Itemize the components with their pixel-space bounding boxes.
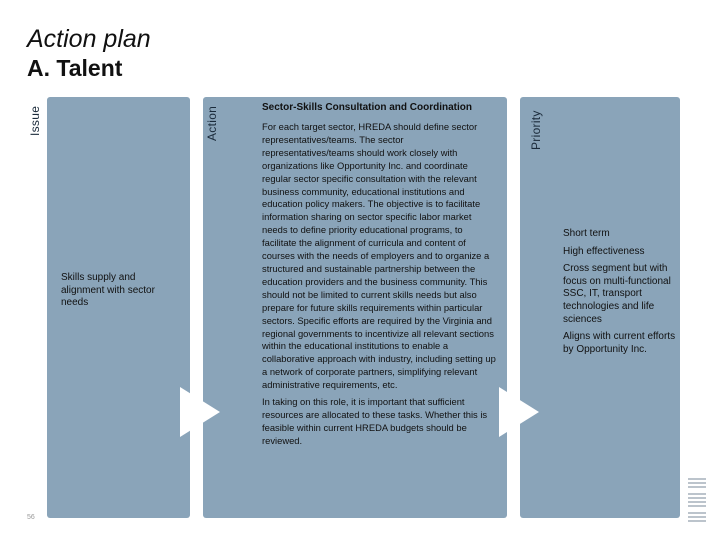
action-column-label: Action [205,105,219,141]
action-paragraph-1: For each target sector, HREDA should define sector representatives/teams. The sector representatives/teams should work closely with organizations like Opportunity Inc. and coordinate regular sector specific consultation with the relevant business community, educational institutions and education policy makers. The objective is to facilitate information sharing on sector specific labor market needs to define priority educational programs, to facilitate the alignment of curricula and content of courses with the needs of employers and to organize a structured and sustainable partnership between the education providers and the business community. This should not be limited to current skills needs but also prepare for future skills requirements within particular sectors. Specific efforts are required by the Virginia and regional governments to incentivize all relevant sections within the educational institutions to enable a collaborative approach with industry, including setting up a network of corporate partners, simplifying relevant administrative requirements, etc. [262,121,496,391]
ibm-logo-icon [686,476,708,524]
page-title: Action plan [27,25,151,53]
priority-item: Aligns with current efforts by Opportunity Inc. [563,331,676,355]
arrow-right-icon [499,387,539,437]
action-paragraph-2: In taking on this role, it is important that sufficient resources are allocated to these tasks. Whether this is feasible within current HREDA budgets should be reviewed. [262,396,488,446]
page-subtitle: A. Talent [27,55,123,81]
action-heading: Sector-Skills Consultation and Coordination [262,102,473,113]
page-number: 56 [27,514,35,521]
arrow-right-icon [180,387,220,437]
priority-item: High effectiveness [563,245,645,257]
issue-text: Skills supply and alignment with sector needs [61,272,155,308]
priority-item: Cross segment but with focus on multi-functional SSC, IT, transport technologies and life sciences [563,263,671,325]
priority-column-label: Priority [529,110,543,150]
title-block [27,24,151,82]
priority-list [563,228,681,361]
issue-column-label: Issue [28,105,42,136]
priority-item: Short term [563,228,610,239]
action-body [262,121,498,452]
